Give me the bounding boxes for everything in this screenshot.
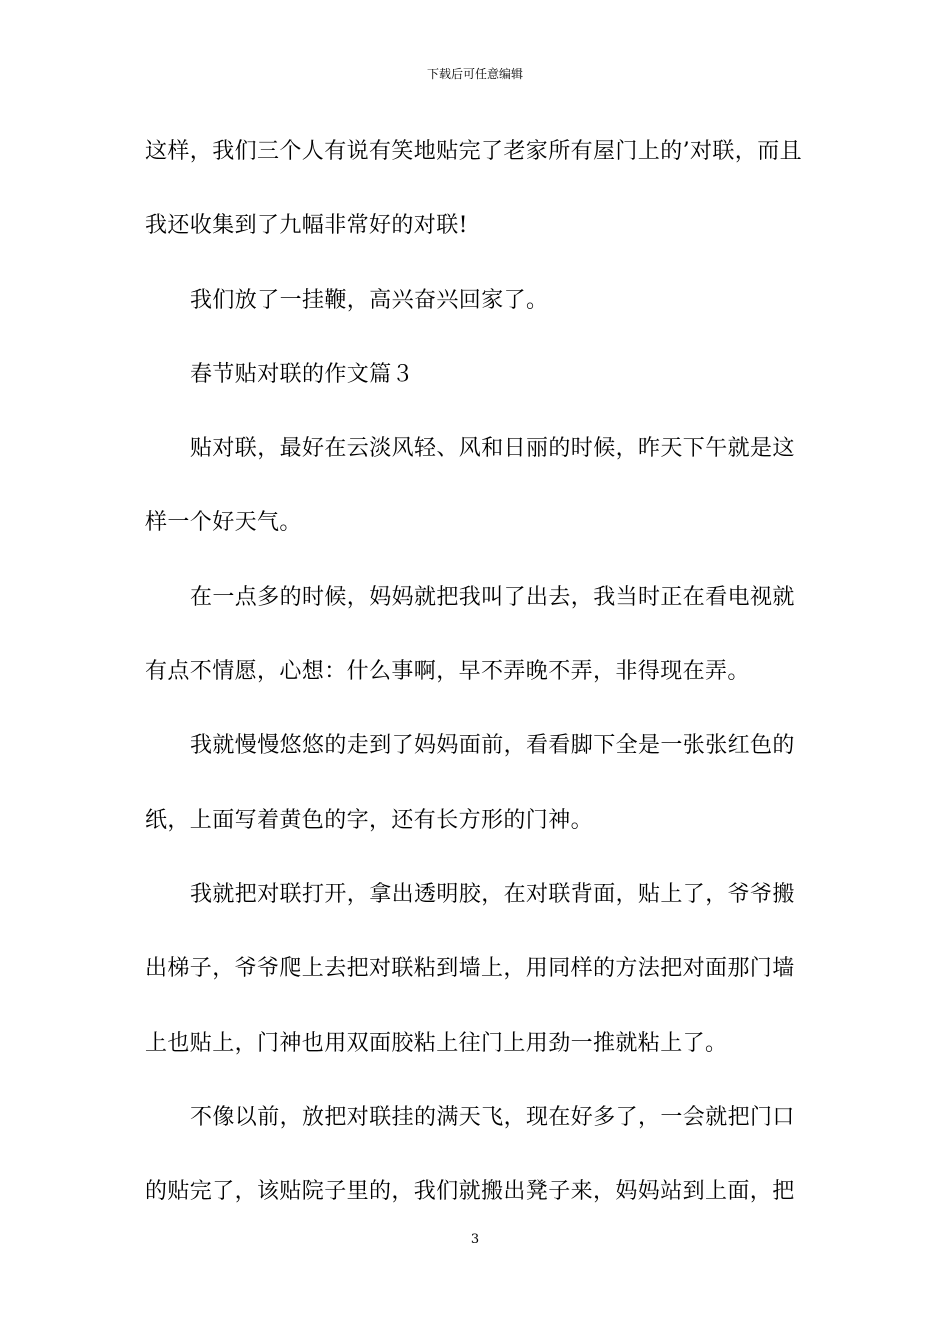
text-line: 不像以前，放把对联挂的满天飞，现在好多了，一会就把门口 xyxy=(190,1105,795,1130)
text-line: 样一个好天气。 xyxy=(145,510,302,535)
text-line: 这样，我们三个人有说有笑地贴完了老家所有屋门上的’对联，而且 xyxy=(145,139,802,164)
text-line: 出梯子，爷爷爬上去把对联粘到墙上，用同样的方法把对面那门墙 xyxy=(145,956,795,981)
text-line: 上也贴上，门神也用双面胶粘上往门上用劲一推就粘上了。 xyxy=(145,1031,728,1056)
text-line: 我就把对联打开，拿出透明胶，在对联背面，贴上了，爷爷搬 xyxy=(190,882,795,907)
download-note: 下载后可任意编辑 xyxy=(426,67,523,81)
text-line: 的贴完了，该贴院子里的，我们就搬出凳子来，妈妈站到上面，把 xyxy=(145,1179,795,1204)
text-line: 有点不情愿，心想：什么事啊，早不弄晚不弄，非得现在弄。 xyxy=(145,659,750,684)
text-line: 贴对联，最好在云淡风轻、风和日丽的时候，昨天下午就是这 xyxy=(190,436,795,461)
text-line: 我们放了一挂鞭，高兴奋兴回家了。 xyxy=(190,288,549,313)
section-heading: 春节贴对联的作文篇３ xyxy=(190,362,415,387)
page-number: 3 xyxy=(470,1232,480,1247)
text-line: 我就慢慢悠悠的走到了妈妈面前，看看脚下全是一张张红色的 xyxy=(190,733,795,758)
text-line: 我还收集到了九幅非常好的对联! xyxy=(145,213,468,238)
text-line: 在一点多的时候，妈妈就把我叫了出去，我当时正在看电视就 xyxy=(190,585,795,610)
text-line: 纸，上面写着黄色的字，还有长方形的门神。 xyxy=(145,808,594,833)
